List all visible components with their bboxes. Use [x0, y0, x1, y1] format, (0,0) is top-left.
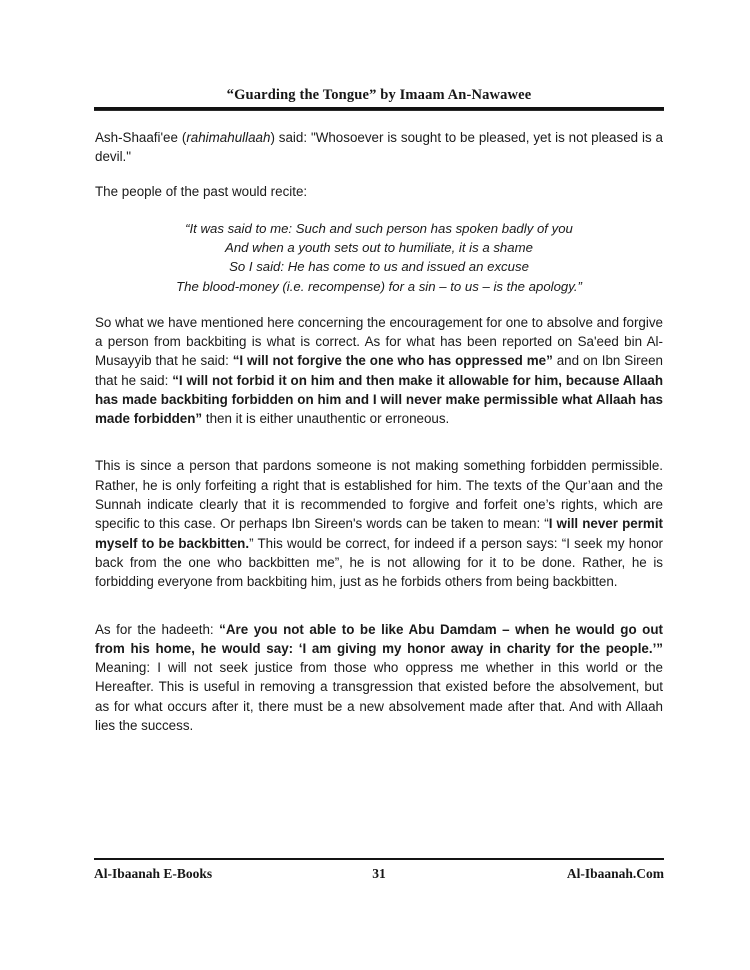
- paragraph-3-quote-musayyib: “I will not forgive the one who has oppressed me”: [232, 353, 553, 369]
- paragraph-3-part-3: then it is either unauthentic or erroneous.: [202, 411, 450, 427]
- paragraph-1-italic-term: rahimahullaah: [186, 130, 271, 145]
- footer-divider-rule: [94, 858, 664, 860]
- paragraph-pardon-permissible: [95, 456, 663, 591]
- footer-row: [94, 866, 664, 886]
- running-footer: [94, 858, 664, 886]
- paragraph-5-hadeeth-text: “Are you not able to be like Abu Damdam – when he would go out from his home, he would say: ‘I am giving my honor away in charity for the people.’”: [95, 621, 663, 656]
- paragraph-absolve-and-forgive: [95, 313, 663, 429]
- footer-website-label: Al-Ibaanah.Com: [566, 866, 664, 881]
- verse-line-1: “It was said to me: Such and such person has spoken badly of you: [185, 220, 573, 236]
- paragraph-4-part-1: This is since a person that pardons someone is not making something forbidden permissible. Rather, he is only forfeiting a right that is established for him. The texts of the Qur’aan and the Sunnah indicate clearly that it is recommended to forgive and forfeit one’s rights, which are specific to this case. Or perhaps Ibn Sireen's words can be taken to mean: “: [95, 458, 663, 532]
- verse-line-3: So I said: He has come to us and issued an excuse: [229, 259, 529, 275]
- verse-line-4: The blood-money (i.e. recompense) for a sin – to us – is the apology.”: [176, 278, 582, 294]
- paragraph-3-part-2: and on Ibn Sireen that he said:: [95, 353, 663, 388]
- paragraph-1-text-before-italic: Ash-Shaafi'ee (: [95, 130, 187, 145]
- document-body: [95, 128, 663, 735]
- paragraph-5-part-2: Meaning: I will not seek justice from those who oppress me whether in this world or the Hereafter. This is useful in removing a transgression that existed before the absolvement, but as for what occurs after it, there must be a new absolvement made after that. And with Allaah lies the success.: [95, 660, 663, 734]
- paragraph-3-quote-ibn-sireen: “I will not forbid it on him and then make it allowable for him, because Allaah has made backbiting forbidden on him and I will never make permissible what Allaah has made forbidden”: [95, 372, 664, 427]
- paragraph-spacer-1: [95, 443, 663, 456]
- footer-publisher-label: Al-Ibaanah E-Books: [94, 866, 213, 881]
- paragraph-1-text-after-italic: ) said: "Whosoever is sought to be pleased, yet is not pleased is a devil.": [95, 130, 663, 165]
- paragraph-hadeeth-abu-damdam: [95, 620, 663, 736]
- paragraph-spacer-2: [95, 607, 663, 620]
- paragraph-4-bold-quote: I will never permit myself to be backbitten.: [95, 516, 663, 551]
- paragraph-people-of-the-past: The people of the past would recite:: [95, 183, 308, 199]
- verse-line-2: And when a youth sets out to humiliate, it is a shame: [225, 240, 533, 256]
- header-title: “Guarding the Tongue” by Imaam An-Nawawee: [226, 87, 532, 103]
- paragraph-4-part-2: ” This would be correct, for indeed if a person says: “I seek my honor back from the one who backbitten me”, he is not allowing for it to be done. Rather, he is forbidding everyone from backbiting him, just as he forbids others from being backbitten.: [95, 535, 663, 590]
- running-header: [94, 86, 664, 111]
- verse-block: [95, 219, 663, 296]
- paragraph-3-part-1: So what we have mentioned here concerning the encouragement for one to absolve and forgive a person from backbiting is what is correct. As for what has been reported on Sa'eed bin Al-Musayyib that he said:: [95, 314, 663, 369]
- page-number: 31: [372, 866, 386, 881]
- paragraph-5-part-1: As for the hadeeth:: [95, 621, 220, 637]
- header-divider-rule: [94, 107, 664, 111]
- paragraph-ash-shaafiee: [95, 128, 663, 167]
